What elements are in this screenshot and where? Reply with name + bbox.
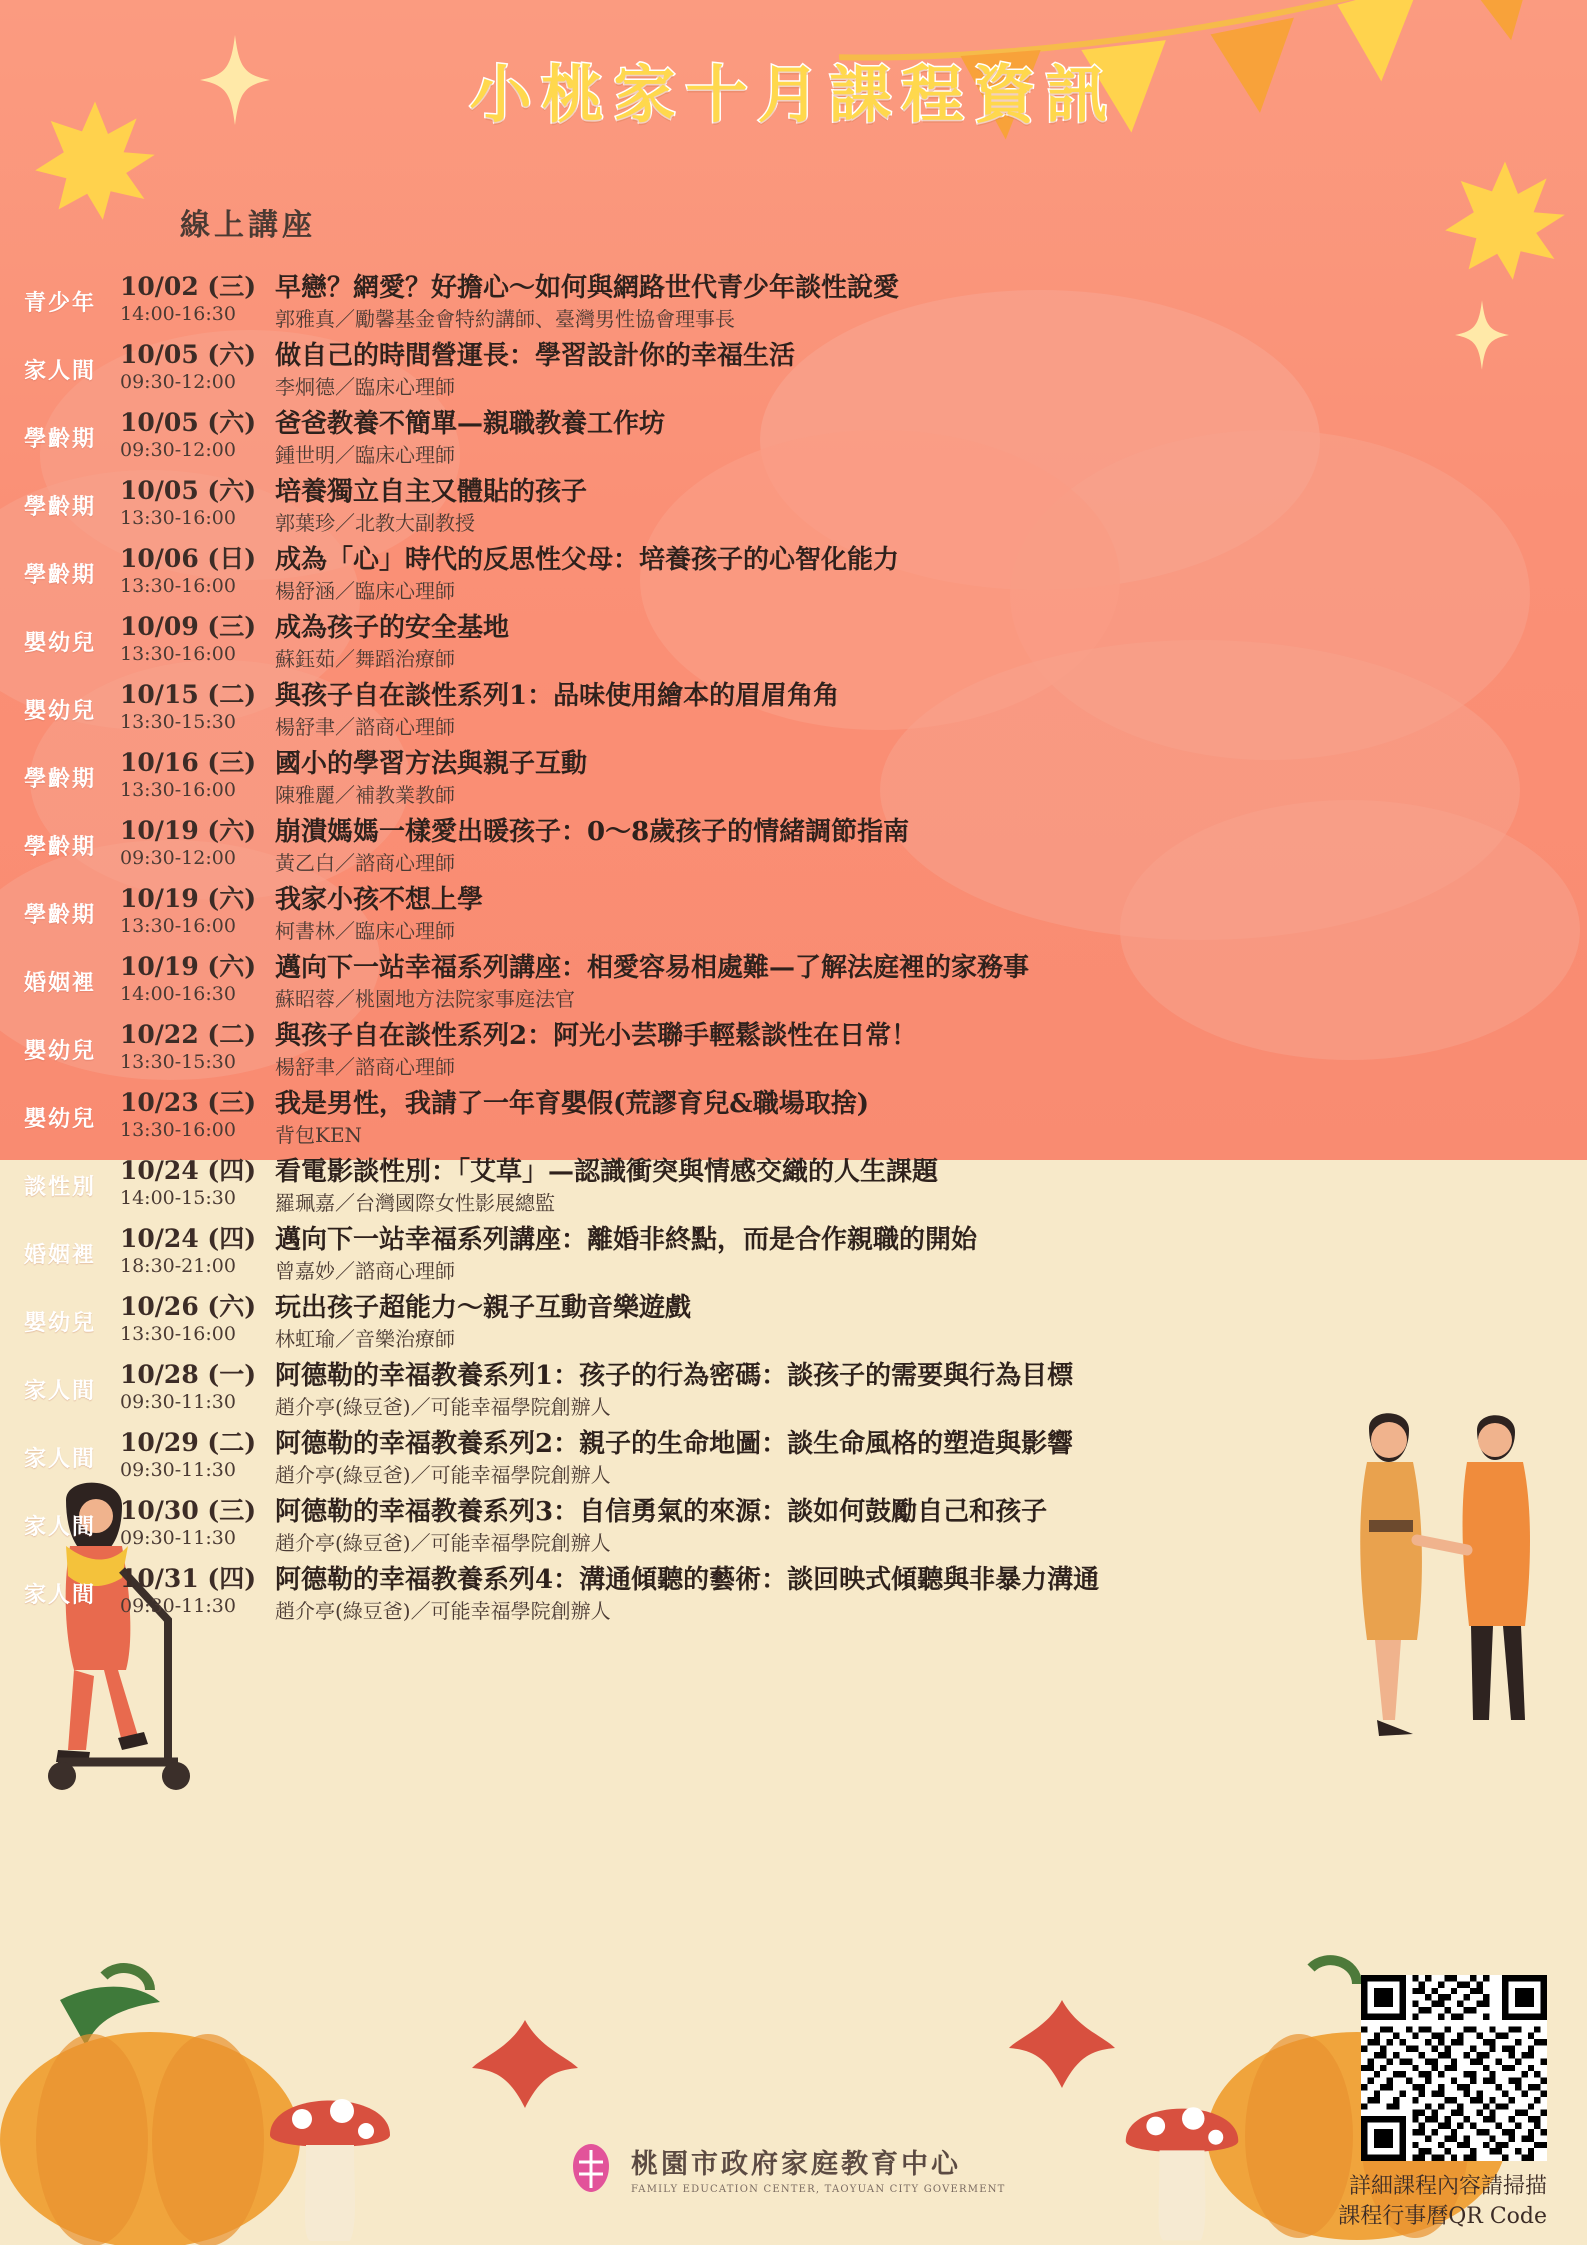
course-speaker: 羅珮嘉／台灣國際女性影展總監 [275,1191,555,1215]
course-topic: 阿德勒的幸福教養系列3：自信勇氣的來源：談如何鼓勵自己和孩子 [275,1497,1048,1527]
course-date: 10/29 (二) [120,1428,257,1457]
course-row[interactable] [0,1020,1587,1080]
course-texts [275,680,1587,740]
course-category-tag: 學齡期 [23,562,96,588]
course-row[interactable] [0,816,1587,876]
qr-caption-line2: 課程行事曆QR Code [1338,2204,1547,2229]
course-time: 18:30-21:00 [120,1255,236,1277]
course-topic: 與孩子自在談性系列1：品味使用繪本的眉眉角角 [275,681,840,711]
course-time: 13:30-16:00 [120,507,236,529]
course-datetime [120,680,275,734]
course-time: 13:30-16:00 [120,915,236,937]
course-speaker: 背包KEN [275,1123,363,1147]
course-texts [275,340,1587,400]
course-datetime [120,340,275,394]
course-datetime [120,1428,275,1482]
course-topic: 爸爸教養不簡單—親職教養工作坊 [275,409,666,439]
course-topic: 邁向下一站幸福系列講座：相愛容易相處難—了解法庭裡的家務事 [275,953,1030,983]
course-date: 10/19 (六) [120,884,257,913]
course-speaker: 黃乙白／諮商心理師 [275,851,455,875]
course-datetime [120,1496,275,1550]
course-category-tag: 家人間 [23,358,96,384]
course-speaker: 趙介亭(綠豆爸)／可能幸福學院創辦人 [275,1463,611,1487]
course-row[interactable] [0,748,1587,808]
course-speaker: 李炯德／臨床心理師 [275,375,455,399]
footer-org-cn: 桃園市政府家庭教育中心 [631,2148,961,2180]
leaf-decoration [470,2020,580,2110]
course-time: 14:00-16:30 [120,303,236,325]
course-row[interactable] [0,476,1587,536]
course-topic: 阿德勒的幸福教養系列2：親子的生命地圖：談生命風格的塑造與影響 [275,1429,1074,1459]
course-texts [275,1428,1587,1488]
course-time: 09:30-11:30 [120,1595,236,1617]
course-texts [275,884,1587,944]
course-row[interactable] [0,1564,1587,1624]
course-date: 10/30 (三) [120,1496,257,1525]
course-row[interactable] [0,544,1587,604]
course-speaker: 蘇昭蓉／桃園地方法院家事庭法官 [275,987,575,1011]
course-topic: 培養獨立自主又體貼的孩子 [275,477,588,507]
course-category-tag: 學齡期 [23,902,96,928]
course-datetime [120,1020,275,1074]
course-time: 13:30-16:00 [120,1119,236,1141]
course-row[interactable] [0,1496,1587,1556]
course-datetime [120,476,275,530]
course-time: 13:30-15:30 [120,711,236,733]
course-time: 14:00-16:30 [120,983,236,1005]
footer-org [631,2142,1006,2195]
footer-org-en: FAMILY EDUCATION CENTER, TAOYUAN CITY GOVERMENT [631,2183,1006,2195]
course-texts [275,816,1587,876]
course-time: 09:30-11:30 [120,1527,236,1549]
course-texts [275,1156,1587,1216]
course-speaker: 趙介亭(綠豆爸)／可能幸福學院創辦人 [275,1531,611,1555]
course-row[interactable] [0,884,1587,944]
course-datetime [120,1564,275,1618]
course-speaker: 楊舒聿／諮商心理師 [275,715,455,739]
course-texts [275,408,1587,468]
course-datetime [120,544,275,598]
course-topic: 成為「心」時代的反思性父母：培養孩子的心智化能力 [275,545,900,575]
course-time: 13:30-16:00 [120,575,236,597]
course-date: 10/23 (三) [120,1088,257,1117]
course-time: 09:30-12:00 [120,439,236,461]
page-title: 小桃家十月課程資訊 [469,58,1118,131]
footer-logo [565,2140,1006,2196]
course-topic: 崩潰媽媽一樣愛出暖孩子：0～8歲孩子的情緒調節指南 [275,817,910,847]
course-date: 10/02 (三) [120,272,257,301]
course-date: 10/19 (六) [120,952,257,981]
course-topic: 國小的學習方法與親子互動 [275,749,588,779]
course-texts [275,612,1587,672]
course-topic: 成為孩子的安全基地 [275,613,510,643]
course-date: 10/05 (六) [120,476,257,505]
course-texts [275,1564,1587,1624]
course-texts [275,748,1587,808]
course-speaker: 柯書林／臨床心理師 [275,919,455,943]
course-texts [275,476,1587,536]
course-texts [275,544,1587,604]
course-time: 13:30-16:00 [120,779,236,801]
course-time: 13:30-15:30 [120,1051,236,1073]
course-datetime [120,1360,275,1414]
course-category-tag: 家人間 [23,1378,96,1404]
qr-section [1338,1975,1547,2232]
course-datetime [120,952,275,1006]
course-time: 14:00-15:30 [120,1187,236,1209]
course-speaker: 郭葉珍／北教大副教授 [275,511,475,535]
course-texts [275,1496,1587,1556]
course-row[interactable] [0,408,1587,468]
mushroom-illustration [1107,2065,1257,2245]
course-datetime [120,612,275,666]
course-topic: 玩出孩子超能力～親子互動音樂遊戲 [275,1293,692,1323]
course-date: 10/05 (六) [120,340,257,369]
course-category-tag: 婚姻裡 [23,1242,96,1268]
course-row[interactable] [0,1292,1587,1352]
course-speaker: 郭雅真／勵馨基金會特約講師、臺灣男性協會理事長 [275,307,735,331]
course-topic: 邁向下一站幸福系列講座：離婚非終點，而是合作親職的開始 [275,1225,978,1255]
course-datetime [120,408,275,462]
course-category-tag: 學齡期 [23,426,96,452]
course-speaker: 趙介亭(綠豆爸)／可能幸福學院創辦人 [275,1395,611,1419]
course-speaker: 林虹瑜／音樂治療師 [275,1327,455,1351]
course-speaker: 鍾世明／臨床心理師 [275,443,455,467]
mushroom-illustration [250,2055,410,2245]
course-datetime [120,1156,275,1210]
course-time: 09:30-12:00 [120,371,236,393]
course-row[interactable] [0,272,1587,332]
course-topic: 做自己的時間營運長：學習設計你的幸福生活 [275,341,796,371]
course-date: 10/24 (四) [120,1224,257,1253]
course-row[interactable] [0,680,1587,740]
course-date: 10/16 (三) [120,748,257,777]
course-texts [275,1020,1587,1080]
qr-code[interactable] [1361,1975,1547,2161]
course-speaker: 楊舒聿／諮商心理師 [275,1055,455,1079]
course-date: 10/09 (三) [120,612,257,641]
course-row[interactable] [0,1088,1587,1148]
course-topic: 我家小孩不想上學 [275,885,484,915]
course-date: 10/06 (日) [120,544,257,573]
course-texts [275,1224,1587,1284]
course-texts [275,952,1587,1012]
qr-caption [1338,2172,1547,2232]
course-row[interactable] [0,340,1587,400]
course-texts [275,1088,1587,1148]
course-topic: 與孩子自在談性系列2：阿光小芸聯手輕鬆談性在日常！ [275,1021,918,1051]
course-topic: 阿德勒的幸福教養系列1：孩子的行為密碼：談孩子的需要與行為目標 [275,1361,1074,1391]
course-date: 10/19 (六) [120,816,257,845]
course-datetime [120,816,275,870]
course-row[interactable] [0,952,1587,1012]
course-category-tag: 嬰幼兒 [23,1310,96,1336]
course-speaker: 楊舒涵／臨床心理師 [275,579,455,603]
course-topic: 我是男性，我請了一年育嬰假(荒謬育兒&職場取捨) [275,1089,870,1119]
course-category-tag: 談性別 [23,1174,96,1200]
course-time: 09:30-12:00 [120,847,236,869]
course-row[interactable] [0,1156,1587,1216]
course-date: 10/22 (二) [120,1020,257,1049]
course-category-tag: 家人間 [23,1514,96,1540]
course-category-tag: 家人間 [23,1446,96,1472]
course-category-tag: 學齡期 [23,834,96,860]
course-topic: 早戀？網愛？好擔心～如何與網路世代青少年談性說愛 [275,273,900,303]
course-row[interactable] [0,612,1587,672]
course-date: 10/28 (一) [120,1360,257,1389]
leaf-decoration [1007,2000,1117,2090]
maple-leaf-icon [1440,155,1570,285]
course-date: 10/31 (四) [120,1564,257,1593]
course-time: 09:30-11:30 [120,1459,236,1481]
course-texts [275,1292,1587,1352]
peach-logo-icon [565,2140,617,2196]
course-time: 13:30-16:00 [120,643,236,665]
course-row[interactable] [0,1224,1587,1284]
course-datetime [120,1224,275,1278]
course-category-tag: 嬰幼兒 [23,1106,96,1132]
course-row[interactable] [0,1360,1587,1420]
course-date: 10/24 (四) [120,1156,257,1185]
course-texts [275,272,1587,332]
course-datetime [120,1088,275,1142]
course-category-tag: 青少年 [23,290,96,316]
course-category-tag: 家人間 [23,1582,96,1608]
course-category-tag: 嬰幼兒 [23,1038,96,1064]
course-date: 10/05 (六) [120,408,257,437]
course-category-tag: 婚姻裡 [23,970,96,996]
section-label-online-lecture: 線上講座 [180,208,316,243]
course-datetime [120,748,275,802]
course-speaker: 蘇鈺茹／舞蹈治療師 [275,647,455,671]
course-category-tag: 學齡期 [23,494,96,520]
course-time: 13:30-16:00 [120,1323,236,1345]
course-date: 10/15 (二) [120,680,257,709]
course-category-tag: 嬰幼兒 [23,698,96,724]
course-topic: 看電影談性別：「艾草」—認識衝突與情感交織的人生課題 [275,1157,939,1187]
course-texts [275,1360,1587,1420]
course-category-tag: 學齡期 [23,766,96,792]
course-speaker: 趙介亭(綠豆爸)／可能幸福學院創辦人 [275,1599,611,1623]
course-speaker: 曾嘉妙／諮商心理師 [275,1259,455,1283]
course-topic: 阿德勒的幸福教養系列4：溝通傾聽的藝術：談回映式傾聽與非暴力溝通 [275,1565,1100,1595]
course-time: 09:30-11:30 [120,1391,236,1413]
course-datetime [120,272,275,326]
course-speaker: 陳雅麗／補教業教師 [275,783,455,807]
course-category-tag: 嬰幼兒 [23,630,96,656]
course-datetime [120,884,275,938]
qr-caption-line1: 詳細課程內容請掃描 [1348,2174,1547,2199]
course-row[interactable] [0,1428,1587,1488]
course-datetime [120,1292,275,1346]
course-list [0,272,1587,1632]
course-date: 10/26 (六) [120,1292,257,1321]
